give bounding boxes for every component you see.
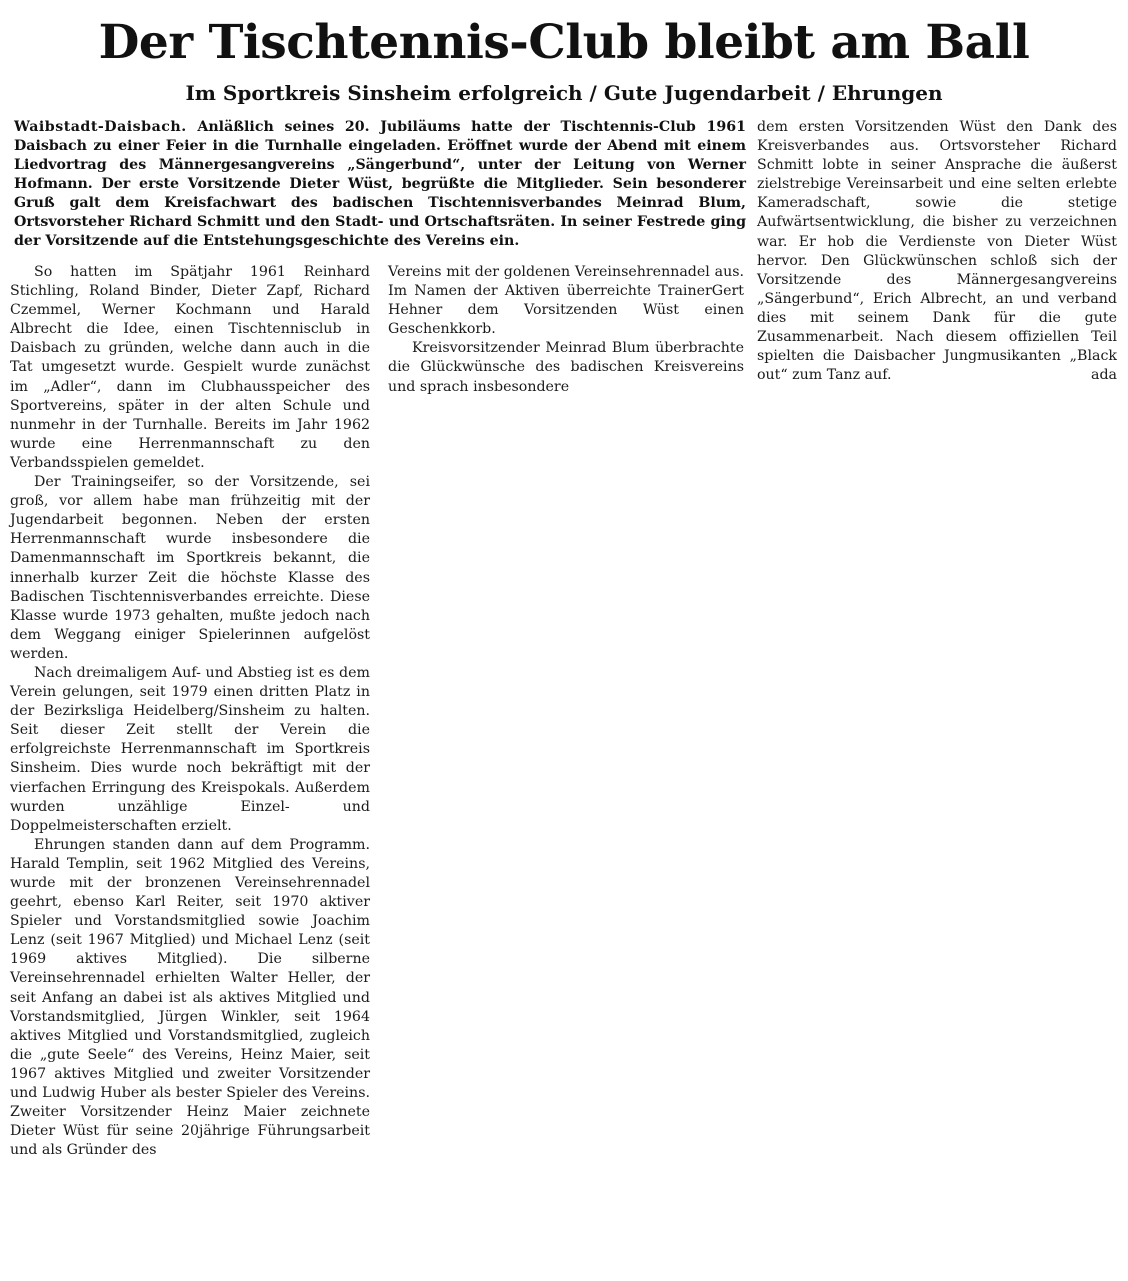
subheadline: Im Sportkreis Sinsheim erfolgreich / Gute Jugendarbeit / Ehrungen (185, 81, 943, 105)
column-3 (757, 118, 1117, 385)
column-1 (10, 263, 370, 1160)
lead-text: Anläßlich seines 20. Jubiläums hatte der Tischtennis-Club 1961 Daisbach zu einer Feier in die Turnhalle eingeladen. Eröffnet wurde der Abend mit einem Liedvortrag des Männergesangvereins „Sängerbund“, unter der Leitung von Werner Hofmann. Der erste Vorsitzende Dieter Wüst, begrüßte die Mitglieder. Sein besonderer Gruß galt dem Kreisfachwart des badischen Tischtennisverbandes Meinrad Blum, Ortsvorsteher Richard Schmitt und den Stadt- und Ortschaftsräten. In seiner Festrede ging der Vorsitzende auf die Entstehungsgeschichte des Vereins ein. (14, 119, 746, 249)
paragraph: Der Trainingseifer, so der Vorsitzende, sei groß, vor allem habe man frühzeitig mit der Jugendarbeit begonnen. Neben der ersten Herrenmannschaft wurde insbesondere die Damenmannschaft im Sportkreis bekannt, die innerhalb kurzer Zeit die höchste Klasse des Badischen Tischtennisverbandes erreichte. Diese Klasse wurde 1973 gehalten, mußte jedoch nach dem Weggang einiger Spielerinnen aufgelöst werden. (10, 474, 370, 662)
paragraph: So hatten im Spätjahr 1961 Reinhard Stichling, Roland Binder, Dieter Zapf, Richard Czemmel, Werner Kochmann und Harald Albrecht die Idee, einen Tischtennisclub in Daisbach zu gründen, welche dann auch in die Tat umgesetzt wurde. Gespielt wurde zunächst im „Adler“, dann im Clubhausspeicher des Sportvereins, später in der alten Schule und nunmehr in der Turnhalle. Bereits im Jahr 1962 wurde eine Herrenmannschaft zu den Verbandsspielen gemeldet. (10, 264, 370, 471)
lead-paragraph (14, 118, 746, 251)
paragraph: Vereins mit der goldenen Vereinsehrennadel aus. Im Namen der Aktiven überreichte TrainerGert Hehner dem Vorsitzenden Wüst einen Geschenkkorb. (388, 264, 744, 338)
paragraph: Kreisvorsitzender Meinrad Blum überbrachte die Glückwünsche des badischen Kreisvereins und sprach insbesondere (388, 340, 744, 395)
author-initials: ada (1091, 367, 1117, 384)
paragraph: Nach dreimaligem Auf- und Abstieg ist es dem Verein gelungen, seit 1979 einen dritten Platz in der Bezirksliga Heidelberg/Sinsheim zu halten. Seit dieser Zeit stellt der Verein die erfolgreichste Herrenmannschaft im Sportkreis Sinsheim. Dies wurde noch bekräftigt mit der vierfachen Erringung des Kreispokals. Außerdem wurden unzählige Einzel- und Doppelmeisterschaften erzielt. (10, 664, 370, 834)
column-2 (388, 263, 744, 397)
paragraph (757, 118, 1117, 385)
headline: Der Tischtennis-Club bleibt am Ball (98, 15, 1030, 70)
paragraph-text: dem ersten Vorsitzenden Wüst den Dank des Kreisverbandes aus. Ortsvorsteher Richard Schmitt lobte in seiner Ansprache die äußerst zielstrebige Vereinsarbeit und eine selten erlebte Kameradschaft, sowie die stetige Aufwärtsentwicklung, die bisher zu verzeichnen war. Er hob die Verdienste von Dieter Wüst hervor. Den Glückwünschen schloß sich der Vorsitzende des Männergesangvereins „Sängerbund“, Erich Albrecht, an und verband dies mit seinem Dank für die gute Zusammenarbeit. Nach diesem offiziellen Teil spielten die Daisbacher Jungmusikanten „Black out“ zum Tanz auf. (757, 119, 1117, 384)
paragraph: Ehrungen standen dann auf dem Programm. Harald Templin, seit 1962 Mitglied des Vereins, wurde mit der bronzenen Vereinsehrennadel geehrt, ebenso Karl Reiter, seit 1970 aktiver Spieler und Vorstandsmitglied sowie Joachim Lenz (seit 1967 Mitglied) und Michael Lenz (seit 1969 aktives Mitglied). Die silberne Vereinsehrennadel erhielten Walter Heller, der seit Anfang an dabei ist als aktives Mitglied und Vorstandsmitglied, Jürgen Winkler, seit 1964 aktives Mitglied und Vorstandsmitglied, zugleich die „gute Seele“ des Vereins, Heinz Maier, seit 1967 aktives Mitglied und zweiter Vorsitzender und Ludwig Huber als bester Spieler des Vereins. Zweiter Vorsitzender Heinz Maier zeichnete Dieter Wüst für seine 20jährige Führungsarbeit und als Gründer des (10, 836, 370, 1159)
dateline: Waibstadt-Daisbach. (14, 119, 187, 135)
